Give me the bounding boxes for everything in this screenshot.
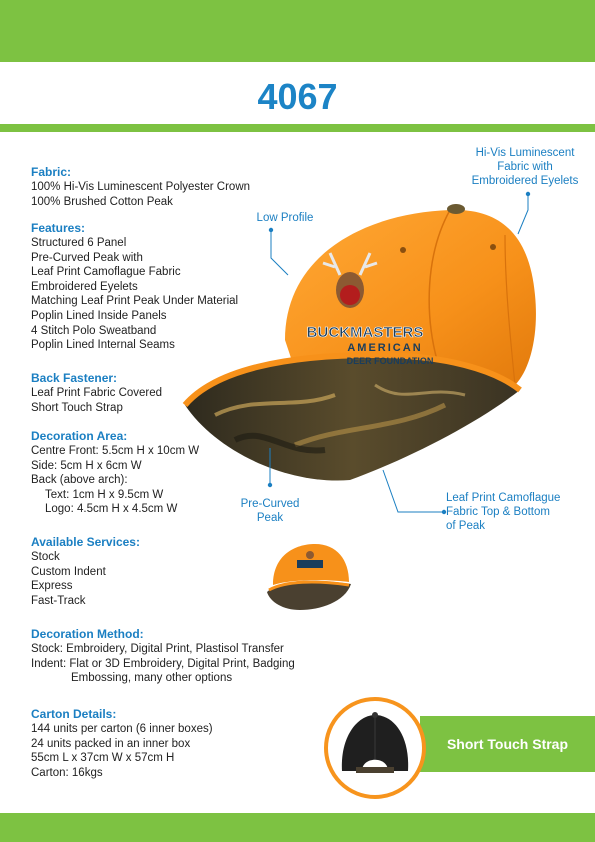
fabric-heading: Fabric: [31, 165, 72, 179]
callout-leaf-print-line: Leaf Print Camoflague [446, 492, 561, 504]
decoration-area-line: Side: 5cm H x 6cm W [31, 459, 142, 472]
decoration-area-line: Back (above arch): [31, 474, 128, 487]
callout-leaf-print-line: of Peak [446, 520, 485, 532]
decoration-area-line: Centre Front: 5.5cm H x 10cm W [31, 445, 200, 457]
available-services-heading: Available Services: [31, 535, 140, 549]
decoration-area-line: Text: 1cm H x 9.5cm W [45, 488, 164, 501]
callout-leaf-print-line: Fabric Top & Bottom [446, 506, 550, 518]
callout-hivis-line: Hi-Vis Luminescent [475, 147, 575, 159]
features-line: Poplin Lined Inside Panels [31, 309, 167, 322]
decoration-method-heading: Decoration Method: [31, 627, 144, 641]
callout-hivis [455, 146, 595, 188]
carton-details-line: 55cm L x 37cm W x 57cm H [31, 752, 175, 765]
available-services-line: Express [31, 580, 73, 593]
callout-hivis-line: Fabric with [497, 161, 553, 173]
available-services-line: Custom Indent [31, 565, 106, 578]
fabric-line: 100% Brushed Cotton Peak [31, 195, 173, 208]
back-fastener-line: Leaf Print Fabric Covered [31, 387, 163, 399]
back-fastener-heading: Back Fastener: [31, 371, 118, 385]
carton-details-heading: Carton Details: [31, 707, 117, 721]
back-fastener-line: Short Touch Strap [31, 401, 123, 414]
features-line: 4 Stitch Polo Sweatband [31, 324, 157, 337]
callout-hivis-line: Embroidered Eyelets [471, 175, 579, 187]
callout-low-profile: Low Profile [256, 212, 314, 224]
features-line: Matching Leaf Print Peak Under Material [31, 295, 239, 308]
features-line: Leaf Print Camoflague Fabric [31, 266, 181, 279]
callout-leaf-print [446, 491, 576, 533]
bottom-green-band [0, 813, 595, 842]
cap-back-image [328, 701, 422, 795]
features-line: Poplin Lined Internal Seams [31, 339, 175, 352]
carton-details-line: 24 units packed in an inner box [31, 737, 191, 750]
cap-logo-line3: DEER FOUNDATION [346, 356, 434, 366]
cap-logo-line2: AMERICAN [347, 342, 423, 354]
decoration-method-line: Embossing, many other options [71, 672, 233, 685]
decoration-method-line: Indent: Flat or 3D Embroidery, Digital Print, Badging [31, 657, 295, 670]
features-line: Structured 6 Panel [31, 237, 127, 249]
decoration-method-line: Stock: Embroidery, Digital Print, Plastisol Transfer [31, 643, 284, 655]
decoration-area-line: Logo: 4.5cm H x 4.5cm W [45, 503, 178, 516]
callout-pre-curved [225, 497, 315, 525]
cap-logo-line1: BUCKMASTERS [306, 324, 424, 341]
carton-details-line: Carton: 16kgs [31, 766, 103, 779]
carton-details-line: 144 units per carton (6 inner boxes) [31, 723, 213, 735]
features-line: Pre-Curved Peak with [31, 251, 143, 264]
callout-pre-curved-line: Pre-Curved [240, 498, 300, 510]
available-services-line: Fast-Track [31, 594, 86, 607]
callout-pre-curved-line: Peak [256, 512, 284, 524]
fabric-line: 100% Hi-Vis Luminescent Polyester Crown [31, 181, 251, 193]
strap-detail-image [324, 697, 426, 799]
available-services-line: Stock [31, 551, 60, 563]
features-heading: Features: [31, 221, 86, 235]
product-code-title: 4067 [257, 76, 338, 117]
short-touch-strap-label: Short Touch Strap [420, 716, 595, 772]
decoration-area-heading: Decoration Area: [31, 429, 128, 443]
features-line: Embroidered Eyelets [31, 280, 138, 293]
cap-small-image [265, 540, 355, 615]
